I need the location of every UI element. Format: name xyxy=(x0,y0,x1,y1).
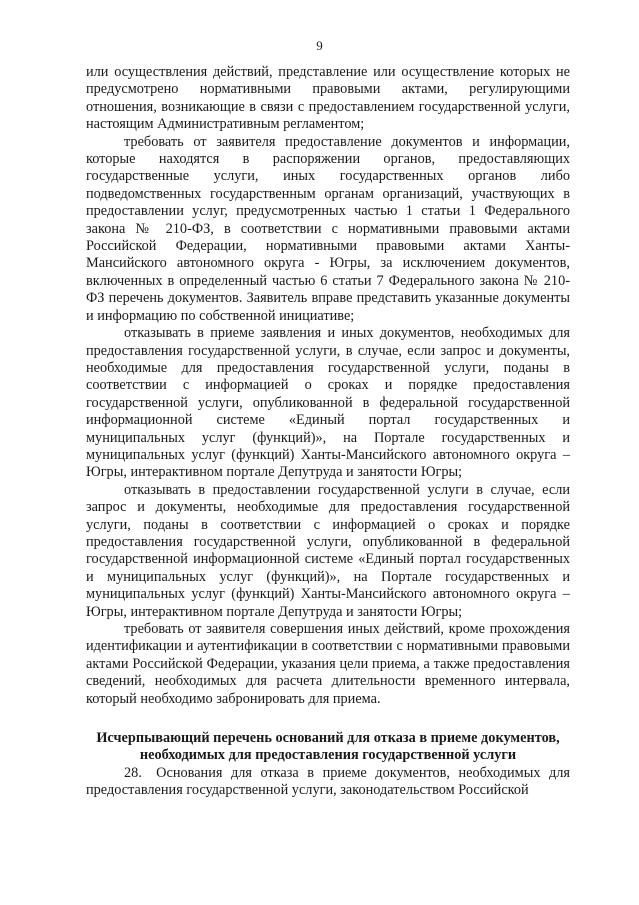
paragraph-requirement-documents: требовать от заявителя предоставление документов и информации, которые находятся в распоряжении органов, предоставляющих государственные услуги, иных государственных органов либо подведомственных государственным органам организаций, участвующих в предоставлении услуг, предусмотренных частью 1 статьи 1 Федерального закона № 210-ФЗ, в соответствии с нормативными правовыми актами Российской Федерации, нормативными правовыми актами Ханты-Мансийского автономного округа - Югры, за исключением документов, включенных в определенный частью 6 статьи 7 Федерального закона № 210-ФЗ перечень документов. Заявитель вправе представить указанные документы и информацию по собственной инициативе; xyxy=(86,133,570,324)
document-body xyxy=(86,64,570,800)
paragraph-continuation: или осуществления действий, представление или осуществление которых не предусмотрено нормативными правовыми актами, регулирующими отношения, возникающие в связи с предоставлением государственной услуги, настоящим Административным регламентом; xyxy=(86,64,570,133)
paragraph-clause-28: 28. Основания для отказа в приеме документов, необходимых для предоставления государственной услуги, законодательством Российской xyxy=(86,764,570,799)
paragraph-refusal-service: отказывать в предоставлении государственной услуги в случае, если запрос и документы, необходимые для предоставления государственной услуги, поданы в соответствии с информацией о сроках и порядке предоставления государственной услуги, опубликованной в федеральной государственной информационной системе «Единый портал государственных и муниципальных услуг (функций)», на Портале государственных и муниципальных услуг (функций) Ханты-Мансийского автономного округа – Югры, интерактивном портале Депутруда и занятости Югры; xyxy=(86,481,570,620)
paragraph-requirement-actions: требовать от заявителя совершения иных действий, кроме прохождения идентификации и аутентификации в соответствии с нормативными правовыми актами Российской Федерации, указания цели приема, а также предоставления сведений, необходимых для расчета длительности временного интервала, который необходимо забронировать для приема. xyxy=(86,621,570,707)
section-heading: Исчерпывающий перечень оснований для отказа в приеме документов, необходимых для предоставления государственной услуги xyxy=(96,730,560,764)
paragraph-refusal-acceptance: отказывать в приеме заявления и иных документов, необходимых для предоставления государственной услуги, в случае, если запрос и документы, необходимые для предоставления государственной услуги, поданы в соответствии с информацией о сроках и порядке предоставления государственной услуги, опубликованной в федеральной государственной информационной системе «Единый портал государственных и муниципальных услуг (функций)», на Портале государственных и муниципальных услуг (функций) Ханты-Мансийского автономного округа – Югры, интерактивном портале Депутруда и занятости Югры; xyxy=(86,325,570,481)
page-number: 9 xyxy=(316,38,323,53)
